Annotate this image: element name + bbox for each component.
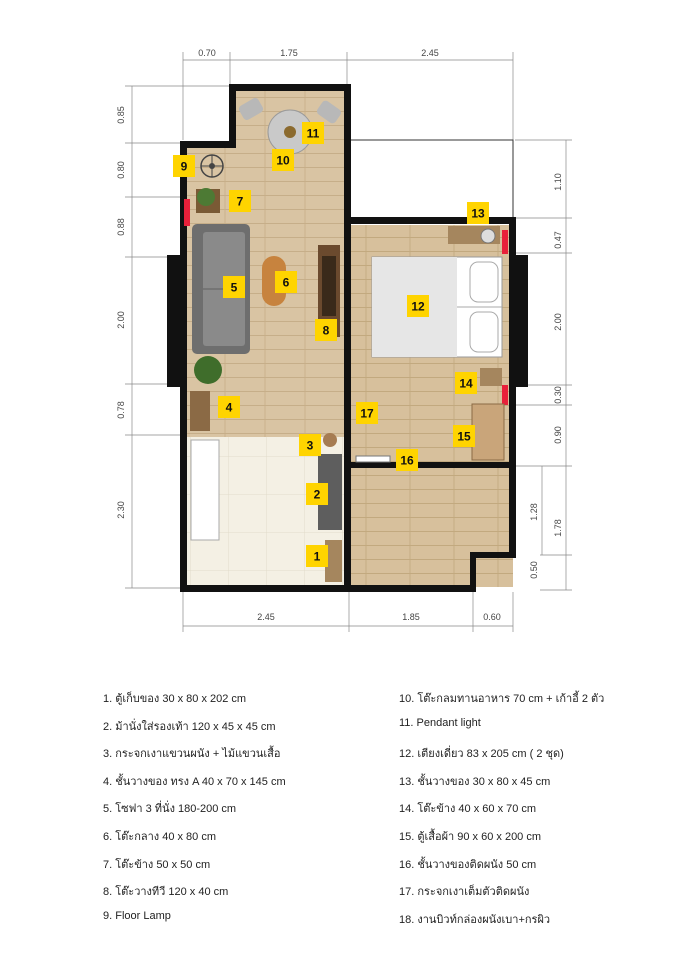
wall-bedroom-top bbox=[344, 217, 516, 224]
legend-item: 13. ชั้นวางของ 30 x 80 x 45 cm bbox=[399, 775, 551, 788]
wall-center bbox=[344, 84, 351, 592]
legend-item: 11. Pendant light bbox=[399, 716, 481, 729]
legend-item: 9. Floor Lamp bbox=[103, 909, 171, 922]
marker-5 bbox=[223, 276, 245, 298]
marker-6 bbox=[275, 271, 297, 293]
marker-number: 1 bbox=[313, 549, 321, 564]
marker-number: 15 bbox=[457, 429, 471, 444]
window-reveal bbox=[502, 230, 508, 254]
marker-number: 7 bbox=[236, 194, 244, 209]
marker-number: 10 bbox=[276, 153, 290, 168]
pillow-icon bbox=[470, 262, 498, 302]
legend-item: 17. กระจกเงาเต็มตัวติดผนัง bbox=[399, 886, 530, 899]
dim-left-3: 0.88 bbox=[116, 218, 126, 236]
legend-item: 7. โต๊ะข้าง 50 x 50 cm bbox=[103, 858, 211, 871]
legend-item: 14. โต๊ะข้าง 40 x 60 x 70 cm bbox=[399, 803, 537, 816]
dim-left-5: 0.78 bbox=[116, 401, 126, 419]
nightstand bbox=[480, 368, 502, 386]
marker-number: 17 bbox=[360, 406, 374, 421]
wall-step-horizontal bbox=[180, 141, 236, 148]
dim-left-6: 2.30 bbox=[116, 501, 126, 519]
legend-item: 10. โต๊ะกลมทานอาหาร 70 cm + เก้าอี้ 2 ตัว bbox=[399, 693, 605, 705]
mirror-hanger-icon bbox=[323, 433, 337, 447]
legend-item: 6. โต๊ะกลาง 40 x 80 cm bbox=[103, 831, 216, 843]
pendant-light-icon bbox=[284, 126, 296, 138]
marker-2 bbox=[306, 483, 328, 505]
marker-number: 2 bbox=[313, 487, 321, 502]
window-right bbox=[512, 255, 528, 387]
floor-lamp bbox=[201, 155, 223, 177]
window-reveal bbox=[184, 199, 190, 226]
marker-12 bbox=[407, 295, 429, 317]
marker-9 bbox=[173, 155, 195, 177]
legend-item: 15. ตู้เสื้อผ้า 90 x 60 x 200 cm bbox=[399, 831, 542, 843]
dim-bottom-3: 0.60 bbox=[483, 612, 501, 622]
marker-14 bbox=[455, 372, 477, 394]
marker-number: 9 bbox=[180, 159, 188, 174]
legend-item: 12. เตียงเดี่ยว 83 x 205 cm ( 2 ชุด) bbox=[399, 748, 564, 761]
window-left bbox=[167, 255, 183, 387]
dim-left-2: 0.80 bbox=[116, 161, 126, 179]
marker-10 bbox=[272, 149, 294, 171]
entry-cabinet bbox=[191, 440, 219, 540]
dim-right-2: 0.47 bbox=[553, 231, 563, 249]
marker-13 bbox=[467, 202, 489, 224]
dim-right-1: 1.10 bbox=[553, 173, 563, 191]
dim-right-4: 0.30 bbox=[553, 386, 563, 404]
legend-item: 4. ชั้นวางของ ทรง A 40 x 70 x 145 cm bbox=[103, 775, 286, 788]
wall-bottom-left bbox=[180, 585, 352, 592]
dim-right-8: 0.50 bbox=[529, 561, 539, 579]
marker-number: 8 bbox=[322, 323, 330, 338]
wall-bottom-right bbox=[344, 585, 476, 592]
legend-item: 2. ม้านั่งใส่รองเท้า 120 x 45 x 45 cm bbox=[103, 720, 276, 733]
legend-item: 18. งานบิวท์กล่องผนังเบา+กรผิว bbox=[399, 913, 551, 926]
marker-number: 11 bbox=[306, 126, 320, 141]
dim-right-5: 0.90 bbox=[553, 426, 563, 444]
marker-4 bbox=[218, 396, 240, 418]
marker-8 bbox=[315, 319, 337, 341]
dim-bottom-2: 1.85 bbox=[402, 612, 420, 622]
legend-item: 3. กระจกเงาแขวนผนัง + ไม้แขวนเสื้อ bbox=[103, 748, 281, 761]
lamp-icon bbox=[481, 229, 495, 243]
marker-11 bbox=[302, 122, 324, 144]
beds bbox=[372, 257, 502, 357]
dim-bottom-1: 2.45 bbox=[257, 612, 275, 622]
wall-shelf bbox=[356, 456, 390, 462]
legend-item: 1. ตู้เก็บของ 30 x 80 x 202 cm bbox=[103, 693, 247, 705]
tv-icon bbox=[322, 256, 336, 316]
dim-top-3: 2.45 bbox=[421, 48, 439, 58]
dim-right-3: 2.00 bbox=[553, 313, 563, 331]
marker-number: 16 bbox=[400, 453, 414, 468]
dim-left-1: 0.85 bbox=[116, 106, 126, 124]
plant-icon bbox=[197, 188, 215, 206]
marker-17 bbox=[356, 402, 378, 424]
window-reveal bbox=[502, 385, 508, 405]
wardrobe bbox=[472, 404, 504, 460]
marker-7 bbox=[229, 190, 251, 212]
marker-number: 14 bbox=[459, 376, 473, 391]
marker-16 bbox=[396, 449, 418, 471]
storage-room-floor bbox=[350, 467, 513, 587]
dim-top-2: 1.75 bbox=[280, 48, 298, 58]
marker-number: 12 bbox=[411, 299, 425, 314]
marker-1 bbox=[306, 545, 328, 567]
wall-bedroom-bottom bbox=[344, 462, 516, 468]
wall-top-living bbox=[229, 84, 351, 91]
dim-right-6: 1.28 bbox=[529, 503, 539, 521]
wall-step-vertical bbox=[229, 84, 236, 148]
marker-15 bbox=[453, 425, 475, 447]
wall-right-lower bbox=[509, 462, 516, 558]
marker-number: 13 bbox=[471, 206, 485, 221]
pillow-icon bbox=[470, 312, 498, 352]
a-frame-shelf bbox=[190, 391, 210, 431]
marker-number: 5 bbox=[230, 280, 238, 295]
dim-right-7: 1.78 bbox=[553, 519, 563, 537]
legend-item: 16. ชั้นวางของติดผนัง 50 cm bbox=[399, 858, 537, 871]
wall-notch-vertical bbox=[470, 555, 476, 592]
marker-3 bbox=[299, 434, 321, 456]
dim-top-1: 0.70 bbox=[198, 48, 216, 58]
legend-item: 5. โซฟา 3 ที่นั่ง 180-200 cm bbox=[103, 803, 237, 816]
marker-number: 6 bbox=[282, 275, 290, 290]
plant-icon bbox=[194, 356, 222, 384]
marker-number: 3 bbox=[306, 438, 314, 453]
legend-item: 8. โต๊ะวางทีวี 120 x 40 cm bbox=[103, 886, 229, 899]
dim-left-4: 2.00 bbox=[116, 311, 126, 329]
marker-number: 4 bbox=[225, 400, 233, 415]
